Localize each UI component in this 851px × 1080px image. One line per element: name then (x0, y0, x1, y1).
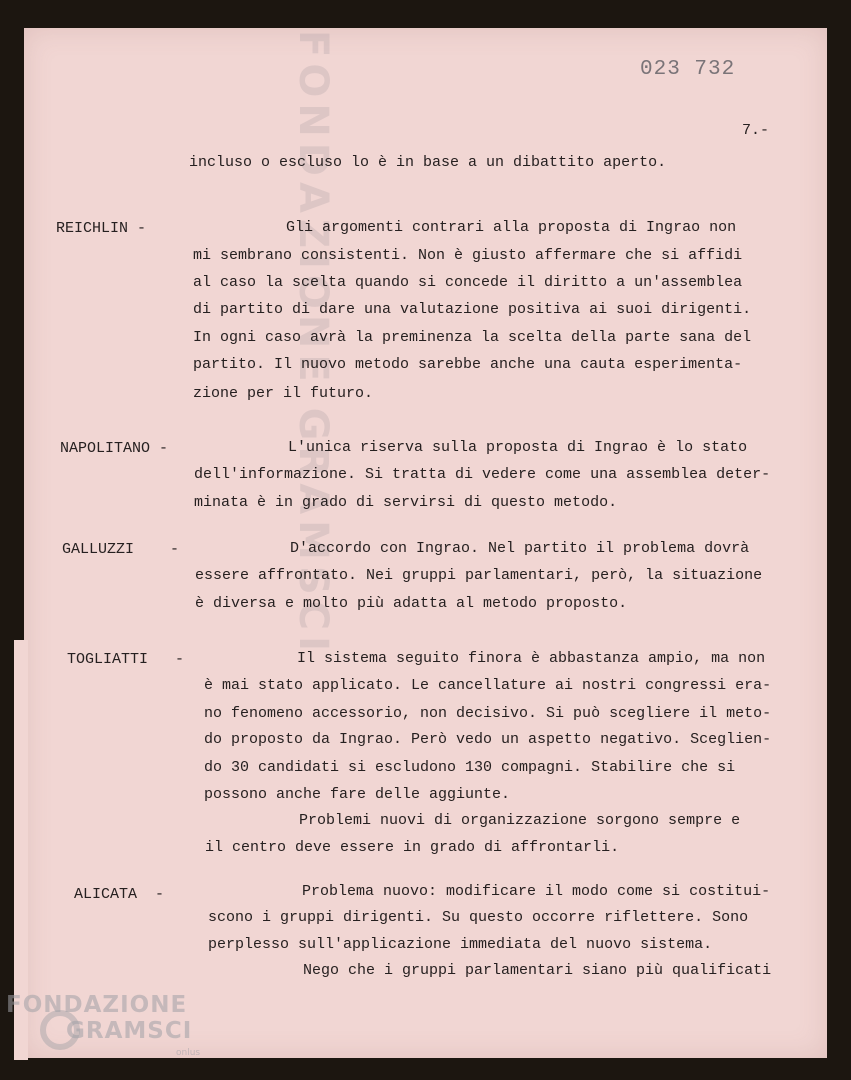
text-line: Gli argomenti contrari alla proposta di Ingrao non (286, 219, 737, 236)
speaker-napolitano: NAPOLITANO - (60, 440, 169, 457)
text-line: In ogni caso avrà la preminenza la scelta della parte sana del (193, 329, 752, 346)
text-line: zione per il futuro. (193, 385, 374, 402)
text-line: L'unica riserva sulla proposta di Ingrao è lo stato (288, 439, 748, 456)
watermark: FONDAZIONE GRAMSCI (290, 30, 336, 658)
text-line: Problema nuovo: modificare il modo come si costitui- (302, 883, 771, 900)
text-line: dell'informazione. Si tratta di vedere come una assemblea deter- (194, 466, 771, 483)
text-line: Il sistema seguito finora è abbastanza ampio, ma non (297, 650, 766, 667)
text-line: al caso la scelta quando si concede il diritto a un'assemblea (193, 274, 743, 291)
speaker-reichlin: REICHLIN - (56, 220, 147, 237)
text-line: il centro deve essere in grado di affrontarli. (205, 839, 620, 856)
text-line: partito. Il nuovo metodo sarebbe anche una cauta esperimenta- (193, 356, 743, 373)
logo-line-1: FONDAZIONE (6, 992, 188, 1018)
text-line: possono anche fare delle aggiunte. (204, 786, 511, 803)
text-line: no fenomeno accessorio, non decisivo. Si può scegliere il meto- (204, 705, 772, 722)
speaker-galluzzi: GALLUZZI - (62, 541, 180, 558)
text-line: è diversa e molto più adatta al metodo proposto. (195, 595, 628, 612)
text-line: mi sembrano consistenti. Non è giusto affermare che si affidi (193, 247, 743, 264)
text-line: essere affrontato. Nei gruppi parlamentari, però, la situazione (195, 567, 763, 584)
text-line: Nego che i gruppi parlamentari siano più qualificati (303, 962, 772, 979)
text-line: minata è in grado di servirsi di questo metodo. (194, 494, 618, 511)
logo-line-3: onlus (176, 1048, 201, 1058)
text-line: D'accordo con Ingrao. Nel partito il problema dovrà (290, 540, 750, 557)
logo-line-2: GRAMSCI (66, 1018, 193, 1044)
document-number: 023 732 (640, 58, 736, 81)
text-line: Problemi nuovi di organizzazione sorgono sempre e (299, 812, 741, 829)
text-line: di partito di dare una valutazione positiva ai suoi dirigenti. (193, 301, 752, 318)
text-line: do proposto da Ingrao. Però vedo un aspetto negativo. Sceglien- (204, 731, 772, 748)
text-line: perplesso sull'applicazione immediata del nuovo sistema. (208, 936, 713, 953)
page-number: 7.- (742, 122, 770, 139)
text-line: incluso o escluso lo è in base a un dibattito aperto. (189, 154, 667, 171)
speaker-togliatti: TOGLIATTI - (67, 651, 185, 668)
fondazione-gramsci-logo (6, 992, 216, 1072)
text-line: do 30 candidati si escludono 130 compagni. Stabilire che si (204, 759, 736, 776)
text-line: è mai stato applicato. Le cancellature ai nostri congressi era- (204, 677, 772, 694)
speaker-alicata: ALICATA - (74, 886, 165, 903)
text-line: scono i gruppi dirigenti. Su questo occorre riflettere. Sono (208, 909, 749, 926)
